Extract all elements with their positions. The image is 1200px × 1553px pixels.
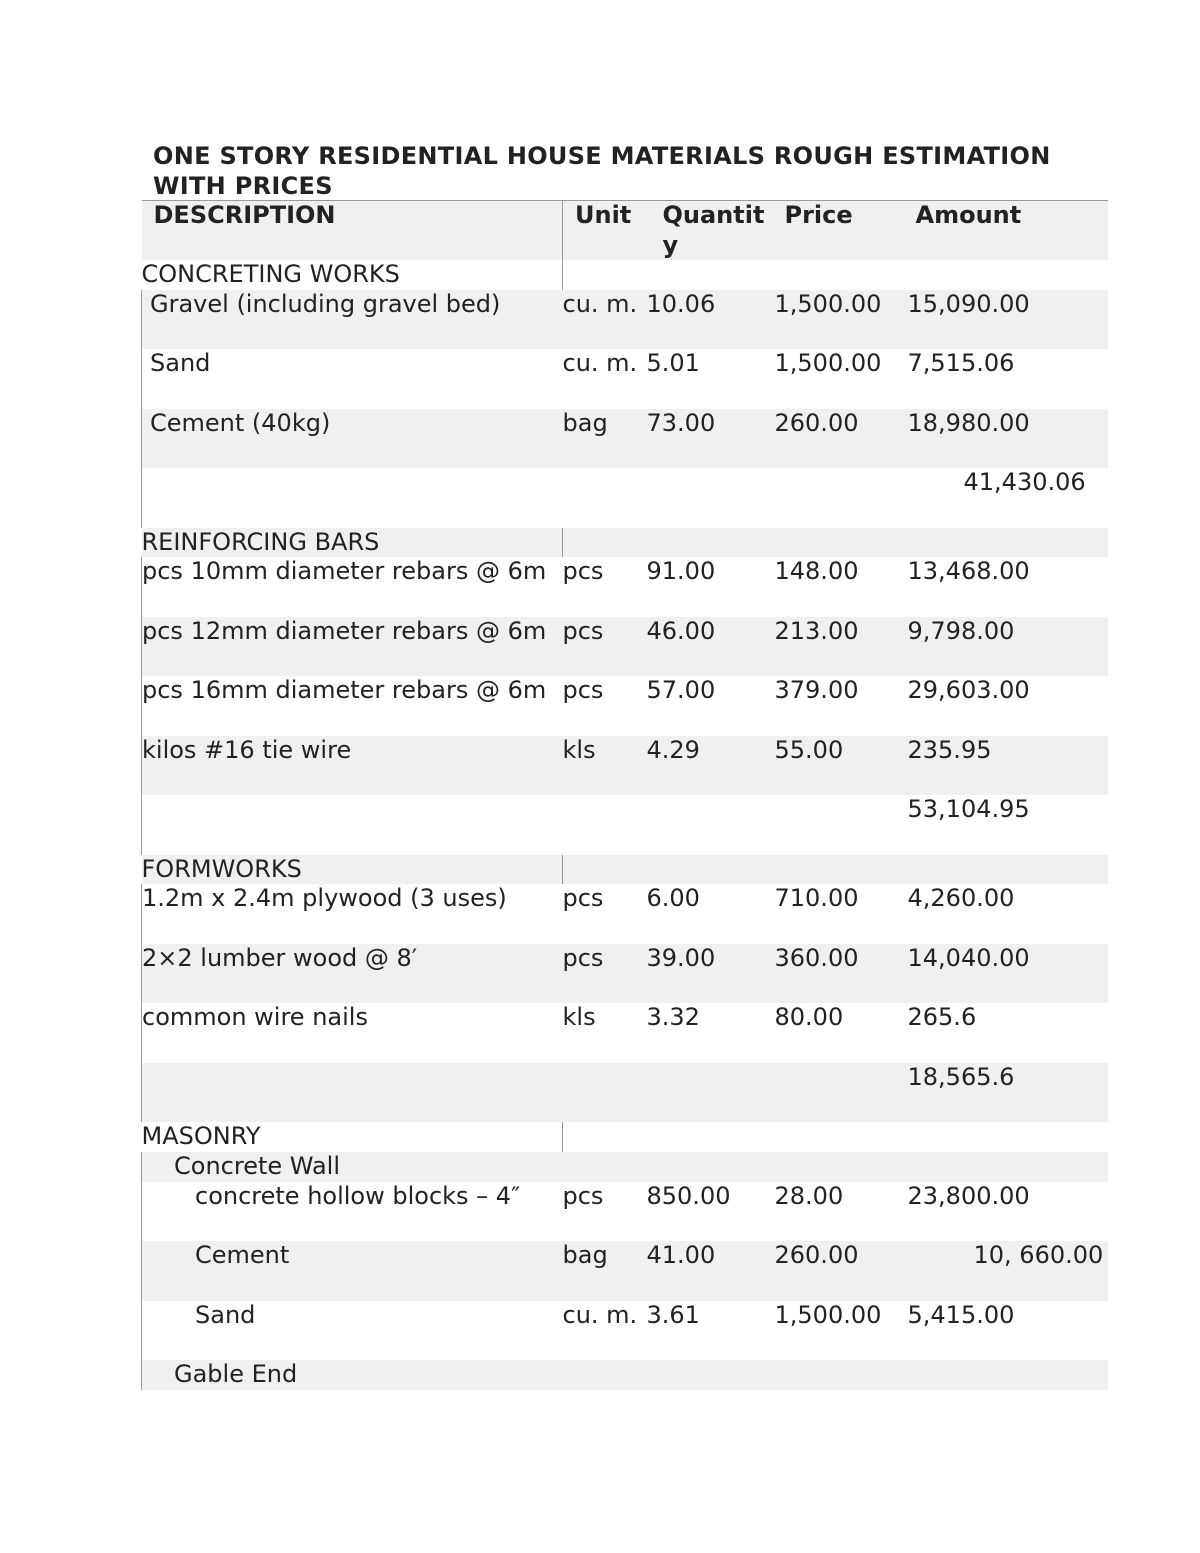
column-header-quantity: Quantity — [662, 201, 765, 259]
item-unit: bag — [562, 1241, 608, 1270]
item-quantity: 6.00 — [646, 884, 700, 913]
item-description: pcs 10mm diameter rebars @ 6m — [142, 557, 563, 617]
table-row — [142, 1003, 1108, 1063]
item-description: 2×2 lumber wood @ 8′ — [142, 944, 563, 1004]
item-quantity: 46.00 — [646, 616, 716, 645]
item-price: 148.00 — [774, 557, 859, 586]
section-row-masonry — [142, 1122, 1108, 1152]
item-quantity: 91.00 — [646, 557, 716, 586]
item-unit: pcs — [562, 1181, 604, 1210]
item-amount: 15,090.00 — [907, 289, 1030, 318]
item-price: 360.00 — [774, 943, 859, 972]
item-quantity: 5.01 — [646, 349, 700, 378]
table-row — [142, 676, 1108, 736]
item-amount: 9,798.00 — [907, 616, 1015, 645]
table-row — [142, 349, 1108, 409]
table-header-row — [142, 201, 1108, 261]
subsection-label-concrete-wall: Concrete Wall — [142, 1152, 563, 1182]
item-price: 1,500.00 — [774, 289, 882, 318]
item-amount: 7,515.06 — [907, 349, 1015, 378]
table-row — [142, 1182, 1108, 1242]
item-unit: kls — [562, 735, 596, 764]
item-quantity: 39.00 — [646, 943, 716, 972]
item-price: 260.00 — [774, 1241, 859, 1270]
section-row-reinforcing — [142, 528, 1108, 558]
table-row — [142, 617, 1108, 677]
item-quantity: 850.00 — [646, 1181, 731, 1210]
subsection-row-concrete-wall — [142, 1152, 1108, 1182]
item-unit: pcs — [562, 884, 604, 913]
column-header-description: DESCRIPTION — [142, 201, 563, 261]
item-description: kilos #16 tie wire — [142, 736, 563, 796]
section-heading-formworks: FORMWORKS — [142, 855, 563, 885]
item-price: 710.00 — [774, 884, 859, 913]
item-description: pcs 16mm diameter rebars @ 6m — [142, 676, 563, 736]
item-unit: pcs — [562, 557, 604, 586]
item-price: 28.00 — [774, 1181, 844, 1210]
item-quantity: 73.00 — [646, 408, 716, 437]
item-amount: 13,468.00 — [907, 557, 1030, 586]
table-row — [142, 884, 1108, 944]
subtotal-row-concreting — [142, 468, 1108, 528]
item-amount: 29,603.00 — [907, 676, 1030, 705]
item-description: 1.2m x 2.4m plywood (3 uses) — [142, 884, 563, 944]
section-row-formworks — [142, 855, 1108, 885]
item-description: Cement — [142, 1241, 563, 1301]
item-quantity: 57.00 — [646, 676, 716, 705]
subsection-row-gable-end — [142, 1360, 1108, 1390]
item-unit: cu. m. — [562, 1300, 638, 1329]
table-row — [142, 290, 1108, 350]
section-heading-concreting: CONCRETING WORKS — [142, 260, 563, 290]
subtotal-amount: 41,430.06 — [963, 468, 1086, 497]
item-price: 55.00 — [774, 735, 844, 764]
item-price: 1,500.00 — [774, 349, 882, 378]
item-quantity: 3.32 — [646, 1003, 700, 1032]
item-price: 260.00 — [774, 408, 859, 437]
item-unit: cu. m. — [562, 349, 638, 378]
item-quantity: 41.00 — [646, 1241, 716, 1270]
section-heading-reinforcing: REINFORCING BARS — [142, 528, 563, 558]
item-description: Cement (40kg) — [142, 409, 563, 469]
item-amount: 4,260.00 — [907, 884, 1015, 913]
item-description: Sand — [142, 1301, 563, 1361]
item-description: concrete hollow blocks – 4″ — [142, 1182, 563, 1242]
table-row — [142, 409, 1108, 469]
item-description: Sand — [142, 349, 563, 409]
section-row-concreting — [142, 260, 1108, 290]
column-header-unit: Unit — [575, 201, 632, 229]
item-amount: 5,415.00 — [907, 1300, 1015, 1329]
column-header-price: Price — [784, 201, 853, 229]
table-row — [142, 1241, 1108, 1301]
item-amount: 265.6 — [907, 1003, 977, 1032]
item-amount: 18,980.00 — [907, 408, 1030, 437]
item-amount: 14,040.00 — [907, 943, 1030, 972]
item-price: 80.00 — [774, 1003, 844, 1032]
item-quantity: 4.29 — [646, 735, 700, 764]
item-price: 213.00 — [774, 616, 859, 645]
item-price: 1,500.00 — [774, 1300, 882, 1329]
item-unit: pcs — [562, 943, 604, 972]
section-heading-masonry: MASONRY — [142, 1122, 563, 1152]
subtotal-row-reinforcing — [142, 795, 1108, 855]
column-header-amount: Amount — [915, 201, 1022, 229]
item-unit: bag — [562, 408, 608, 437]
item-quantity: 3.61 — [646, 1300, 700, 1329]
item-description: Gravel (including gravel bed) — [142, 290, 563, 350]
table-row — [142, 557, 1108, 617]
document-title: ONE STORY RESIDENTIAL HOUSE MATERIALS ROUGH ESTIMATION WITH PRICES — [153, 142, 1051, 200]
item-unit: pcs — [562, 676, 604, 705]
item-description: common wire nails — [142, 1003, 563, 1063]
item-price: 379.00 — [774, 676, 859, 705]
table-row — [142, 944, 1108, 1004]
item-unit: cu. m. — [562, 289, 638, 318]
subtotal-row-formworks — [142, 1063, 1108, 1123]
subtotal-amount: 53,104.95 — [907, 795, 1030, 824]
item-amount: 23,800.00 — [907, 1181, 1030, 1210]
estimate-table — [141, 200, 1108, 1390]
item-amount: 10, 660.00 — [973, 1241, 1104, 1270]
subtotal-amount: 18,565.6 — [907, 1062, 1015, 1091]
item-quantity: 10.06 — [646, 289, 716, 318]
item-unit: pcs — [562, 616, 604, 645]
table-row — [142, 1301, 1108, 1361]
item-description: pcs 12mm diameter rebars @ 6m — [142, 617, 563, 677]
item-amount: 235.95 — [907, 735, 992, 764]
subsection-label-gable-end: Gable End — [142, 1360, 563, 1390]
table-row — [142, 736, 1108, 796]
item-unit: kls — [562, 1003, 596, 1032]
